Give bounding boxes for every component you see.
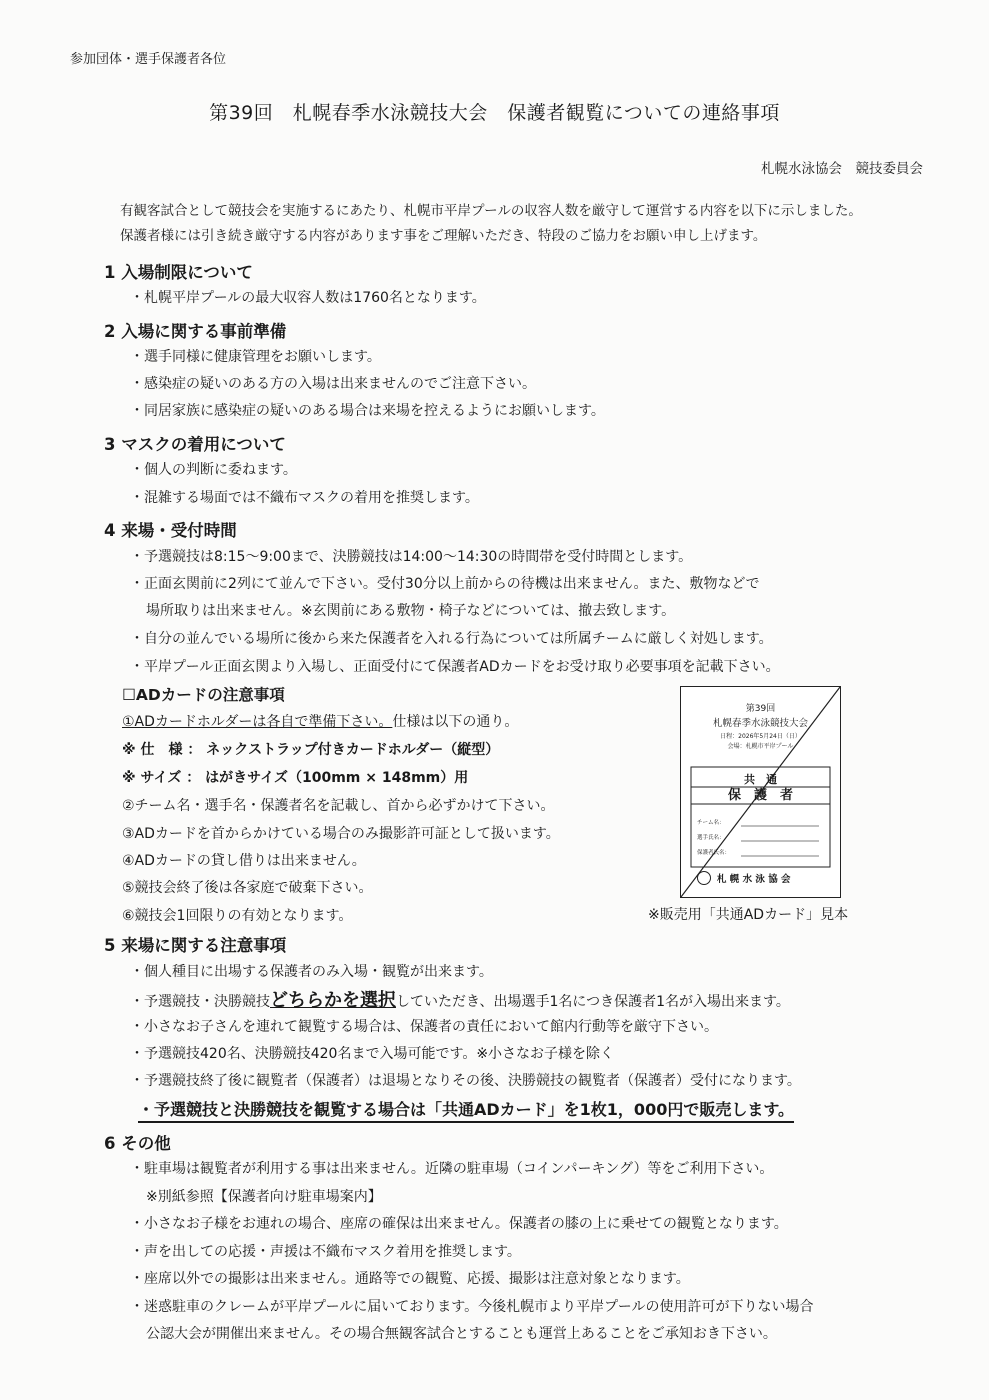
list-item: ・個人種目に出場する保護者のみ入場・観覧が出来ます。 <box>130 964 493 980</box>
card-caption: ※販売用「共通ADカード」見本 <box>648 907 849 923</box>
list-item: ・予選競技終了後に観覧者（保護者）は退場となりその後、決勝競技の観覧者（保護者）受付になります。 <box>130 1073 801 1089</box>
ad-note: ③ADカードを首からかけている場合のみ撮影許可証として扱います。 <box>122 826 560 842</box>
card-date: 日程：2026年5月24日（日） <box>720 733 801 740</box>
list-item: ・予選競技420名、決勝競技420名まで入場可能です。※小さなお子様を除く <box>130 1046 615 1062</box>
card-field-swimmer: 選手氏名： <box>697 835 725 841</box>
document-title: 第39回 札幌春季水泳競技大会 保護者観覧についての連絡事項 <box>209 102 780 124</box>
item-text: ・予選競技・決勝競技 <box>130 994 270 1010</box>
list-item: ・正面玄関前に2列にて並んで下さい。受付30分以上前からの待機は出来ません。また、敷物などで <box>130 576 760 592</box>
list-item: ・小さなお子様をお連れの場合、座席の確保は出来ません。保護者の膝の上に乗せての観覧となります。 <box>130 1216 788 1232</box>
ad-size: ※ サイズ ： はがきサイズ（100mm × 148mm）用 <box>122 770 469 786</box>
ad-note: ⑤競技会終了後は各家庭で破棄下さい。 <box>122 880 373 896</box>
list-item: ・選手同様に健康管理をお願いします。 <box>130 349 381 365</box>
card-role: 保 護 者 <box>727 788 793 803</box>
card-association: 札 幌 水 泳 協 会 <box>717 874 791 885</box>
emphasis-text: どちらかを選択 <box>270 990 396 1011</box>
organization: 札幌水泳協会 競技委員会 <box>761 161 923 177</box>
list-item: ・個人の判断に委ねます。 <box>130 462 297 478</box>
list-item: 公認大会が開催出来ません。その場合無観客試合とすることも運営上あることをご承知おき下さい。 <box>146 1326 777 1342</box>
list-item: 場所取りは出来ません。※玄関前にある敷物・椅子などについては、撤去致します。 <box>146 603 676 619</box>
card-venue: 会場：札幌市平岸プール <box>727 743 794 750</box>
list-item: ・感染症の疑いのある方の入場は出来ませんのでご注意下さい。 <box>130 376 536 392</box>
ad-note-tail: 仕様は以下の通り。 <box>392 714 519 730</box>
card-edition: 第39回 <box>745 704 776 714</box>
list-item: ・混雑する場面では不織布マスクの着用を推奨します。 <box>130 490 479 506</box>
section-heading: 2 入場に関する事前準備 <box>104 322 287 341</box>
section-heading: 3 マスクの着用について <box>104 435 286 454</box>
list-item: ・小さなお子さんを連れて観覧する場合は、保護者の責任において館内行動等を厳守下さい。 <box>130 1019 718 1035</box>
list-item: ・座席以外での撮影は出来ません。通路等での観覧、応援、撮影は注意対象となります。 <box>130 1271 690 1287</box>
list-item: ※別紙参照【保護者向け駐車場案内】 <box>146 1189 382 1205</box>
section-heading: 4 来場・受付時間 <box>104 521 237 540</box>
ad-note: ②チーム名・選手名・保護者名を記載し、首から必ずかけて下さい。 <box>122 798 555 814</box>
intro-line: 有観客試合として競技会を実施するにあたり、札幌市平岸プールの収容人数を厳守して運営する内容を以下に示しました。 <box>120 203 862 219</box>
ad-note: ⑥競技会1回限りの有効となります。 <box>122 908 353 924</box>
association-logo-icon <box>697 871 711 885</box>
card-field-guardian: 保護者氏名： <box>697 850 731 856</box>
list-item: ・迷惑駐車のクレームが平岸プールに届いております。今後札幌市より平岸プールの使用許可が下りない場合 <box>130 1299 814 1315</box>
section-heading: 5 来場に関する注意事項 <box>104 936 287 955</box>
common-ad-card-sale-notice: ・予選競技と決勝競技を観覧する場合は「共通ADカード」を1枚1，000円で販売します。 <box>138 1097 794 1123</box>
card-field-team: チーム名： <box>697 820 725 826</box>
list-item: ・自分の並んでいる場所に後から来た保護者を入れる行為については所属チームに厳しく対処します。 <box>130 631 773 647</box>
card-event: 札幌春季水泳競技大会 <box>712 718 808 729</box>
ad-spec: ※ 仕 様 ： ネックストラップ付きカードホルダー（縦型） <box>122 742 500 758</box>
list-item: ・札幌平岸プールの最大収容人数は1760名となります。 <box>130 290 486 306</box>
card-common: 共 通 <box>744 773 777 786</box>
list-item: ・同居家族に感染症の疑いのある場合は来場を控えるようにお願いします。 <box>130 403 605 419</box>
list-item: ・駐車場は観覧者が利用する事は出来ません。近隣の駐車場（コインパーキング）等をご利用下さい。 <box>130 1161 774 1177</box>
section-heading: 6 その他 <box>104 1134 171 1153</box>
ad-card-sample <box>680 686 841 898</box>
list-item: ・予選競技は8:15～9:00まで、決勝競技は14:00～14:30の時間帯を受付時間とします。 <box>130 549 693 565</box>
item-text: していただき、出場選手1名につき保護者1名が入場出来ます。 <box>396 994 790 1010</box>
ad-note: ④ADカードの貸し借りは出来ません。 <box>122 853 366 869</box>
ad-note-underlined: ①ADカードホルダーは各自で準備下さい。 <box>122 714 393 730</box>
section-heading: 1 入場制限について <box>104 263 253 282</box>
ad-note <box>122 711 518 731</box>
list-item: ・声を出しての応援・声援は不織布マスク着用を推奨します。 <box>130 1244 521 1260</box>
list-item <box>130 986 790 1012</box>
intro-line: 保護者様には引き続き厳守する内容があります事をご理解いただき、特段のご協力をお願い申し上げます。 <box>120 228 767 244</box>
addressee: 参加団体・選手保護者各位 <box>70 52 227 67</box>
ad-card-notes-heading: ☐ADカードの注意事項 <box>122 686 285 704</box>
list-item: ・平岸プール正面玄関より入場し、正面受付にて保護者ADカードをお受け取り必要事項を記載下さい。 <box>130 659 780 675</box>
